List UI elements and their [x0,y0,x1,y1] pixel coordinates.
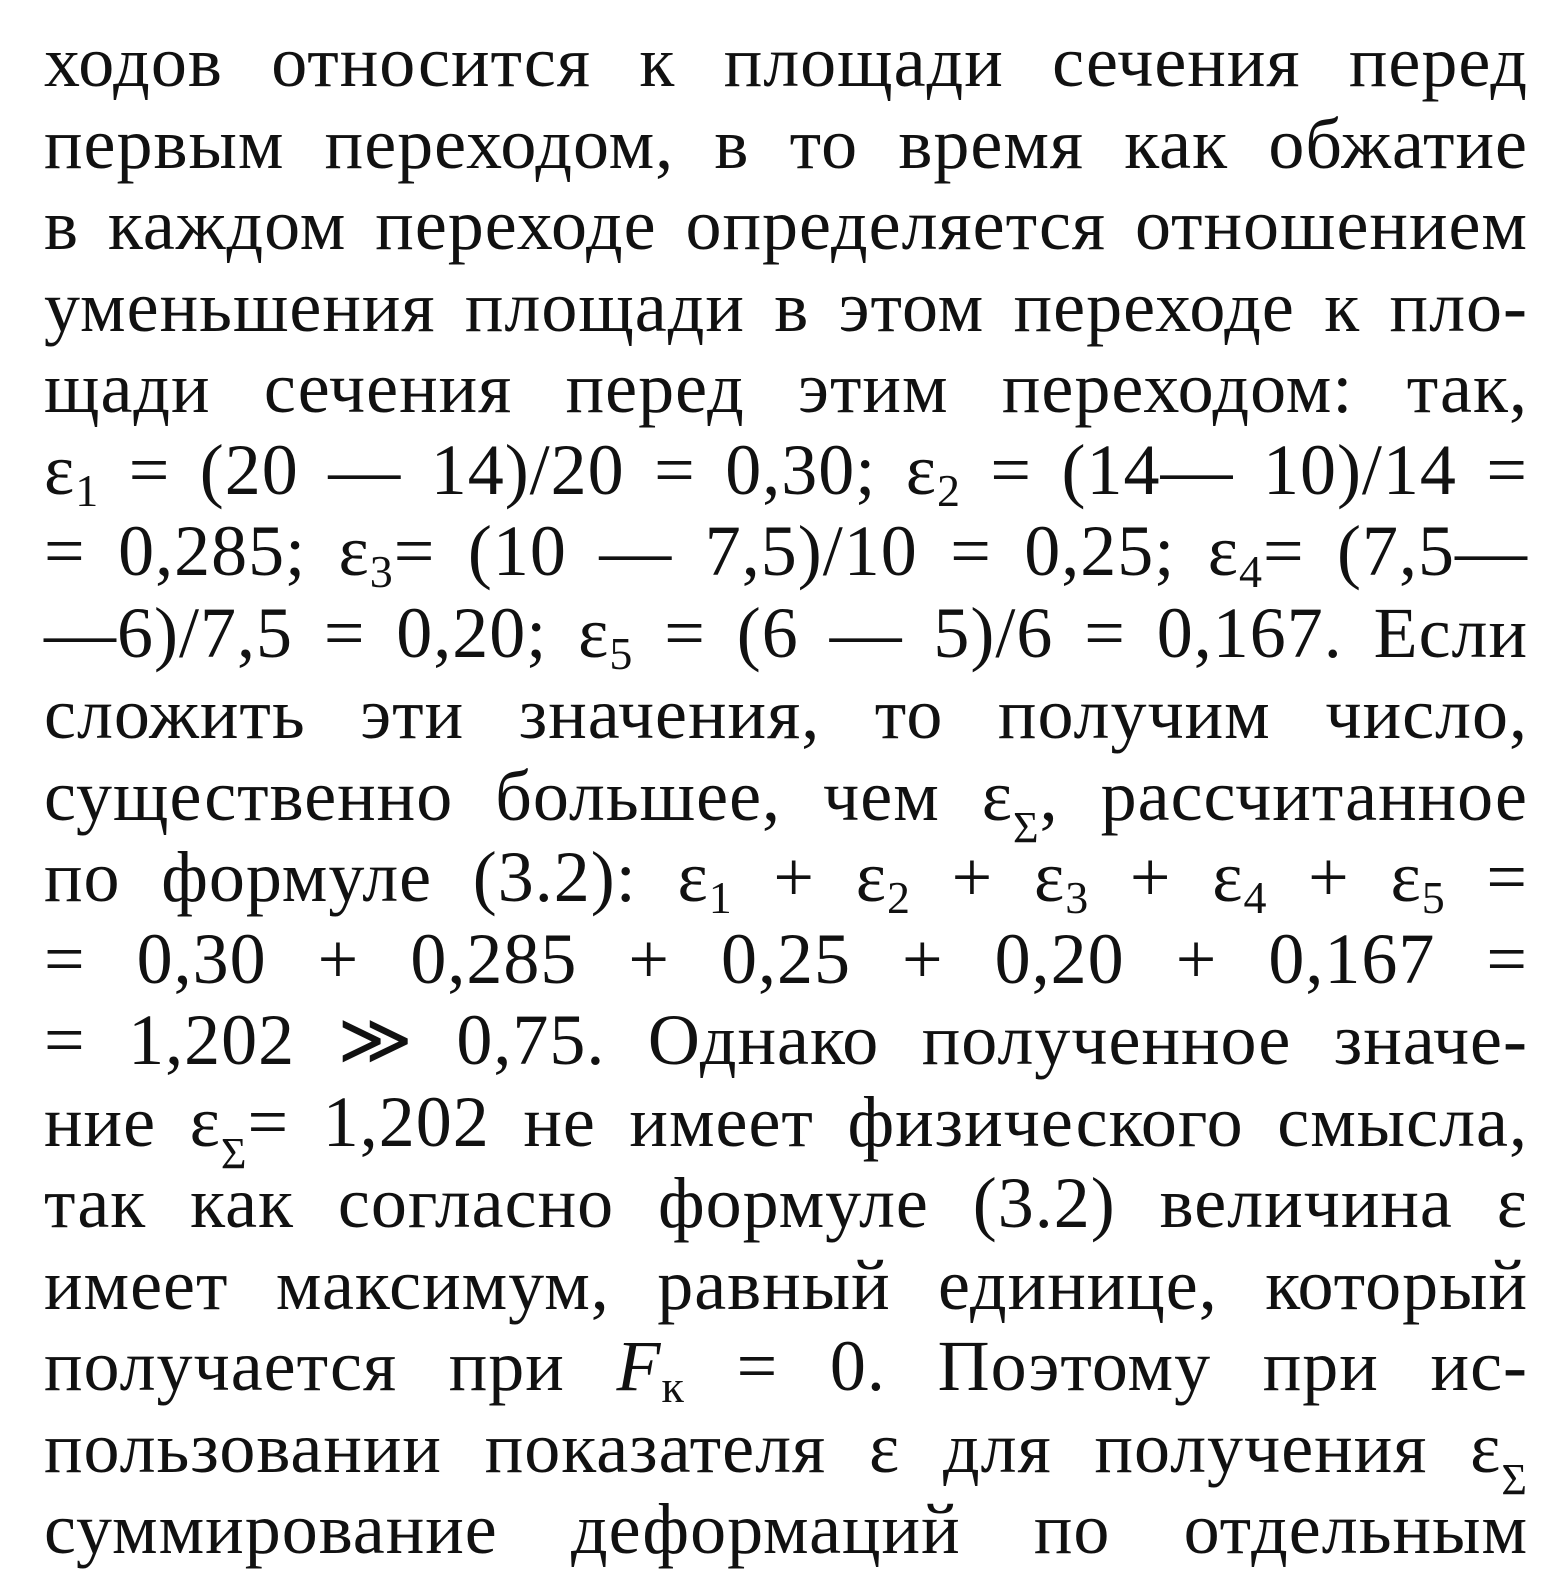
subscript: 1 [75,464,100,516]
subscript: 3 [1065,872,1090,923]
text-line-4: уменьшения площади в этом переходе к пло- [44,266,1528,347]
text-line-19: суммирование деформаций по отдельным [44,1489,1528,1569]
subscript: 5 [609,627,634,679]
formula-part: = (7,5— [1262,511,1529,591]
subscript: 4 [1243,872,1268,923]
subscript: 2 [936,464,961,516]
text-part: пользовании показателя ε для получения ε [44,1407,1502,1488]
text-part: получается при [44,1326,617,1406]
text-line-10 [44,755,1529,852]
text-line-18 [44,1407,1528,1504]
text-line-8 [44,592,1528,679]
text-line-14 [44,1081,1528,1178]
sigma-subscript: Σ [1013,802,1040,852]
formula-part: = [1445,837,1528,917]
document-page [44,22,1529,1569]
text-line-1: ходов относится к площади сечения перед [44,22,1528,102]
formula-part: + ε [1267,837,1422,917]
text-part: ние ε [44,1081,221,1162]
text-line-6 [44,429,1529,516]
formula-part: = (20 — 14)/20 = 0,30; ε [99,429,937,510]
formula-part: + ε [732,837,887,917]
text-part: = 0. Поэтому при ис- [684,1326,1528,1406]
text-line-7 [44,511,1529,597]
text-line-12: = 0,30 + 0,285 + 0,25 + 0,20 + 0,167 = [44,918,1528,999]
formula-part: = (10 — 7,5)/10 = 0,25; ε [393,511,1239,591]
text-line-13: = 1,202 ≫ 0,75. Однако полученное значе- [44,1000,1528,1080]
variable-f: F [616,1326,662,1406]
subscript: 3 [369,546,394,597]
subscript: 5 [1421,872,1446,923]
formula-part: = 0,285; ε [44,511,370,591]
text-line-3: в каждом переходе определяется отношением [44,185,1528,265]
sigma-subscript: Σ [220,1128,248,1178]
text-line-9: сложить эти значения, то получим число, [44,674,1528,754]
text-line-2: первым переходом, в то время как обжатие [44,103,1528,184]
sigma-subscript: Σ [1501,1454,1528,1504]
text-part: = 1,202 не имеет физического смысла, [247,1081,1528,1162]
formula-part: ε [44,429,76,510]
formula-part: —6)/7,5 = 0,20; ε [44,592,610,673]
subscript: 2 [886,872,911,923]
subscript: 4 [1238,546,1263,597]
text-part: , рассчитанное [1039,755,1529,836]
formula-part: по формуле (3.2): ε [44,837,709,917]
text-line-17 [44,1326,1528,1412]
subscript: к [661,1361,685,1412]
text-line-16: имеет максимум, равный единице, который [44,1244,1528,1325]
formula-part: + ε [910,837,1066,917]
text-line-15: так как согласно формуле (3.2) величина ε [44,1163,1528,1243]
formula-part: = (14— 10)/14 = [960,429,1529,510]
text-line-5: щади сечения перед этим переходом: так, [44,348,1528,428]
subscript: 1 [708,872,733,923]
formula-part: = (6 — 5)/6 = 0,167. Если [633,592,1528,673]
formula-part: + ε [1089,837,1244,917]
text-part: существенно большее, чем ε [44,755,1014,836]
text-line-11 [44,837,1528,923]
